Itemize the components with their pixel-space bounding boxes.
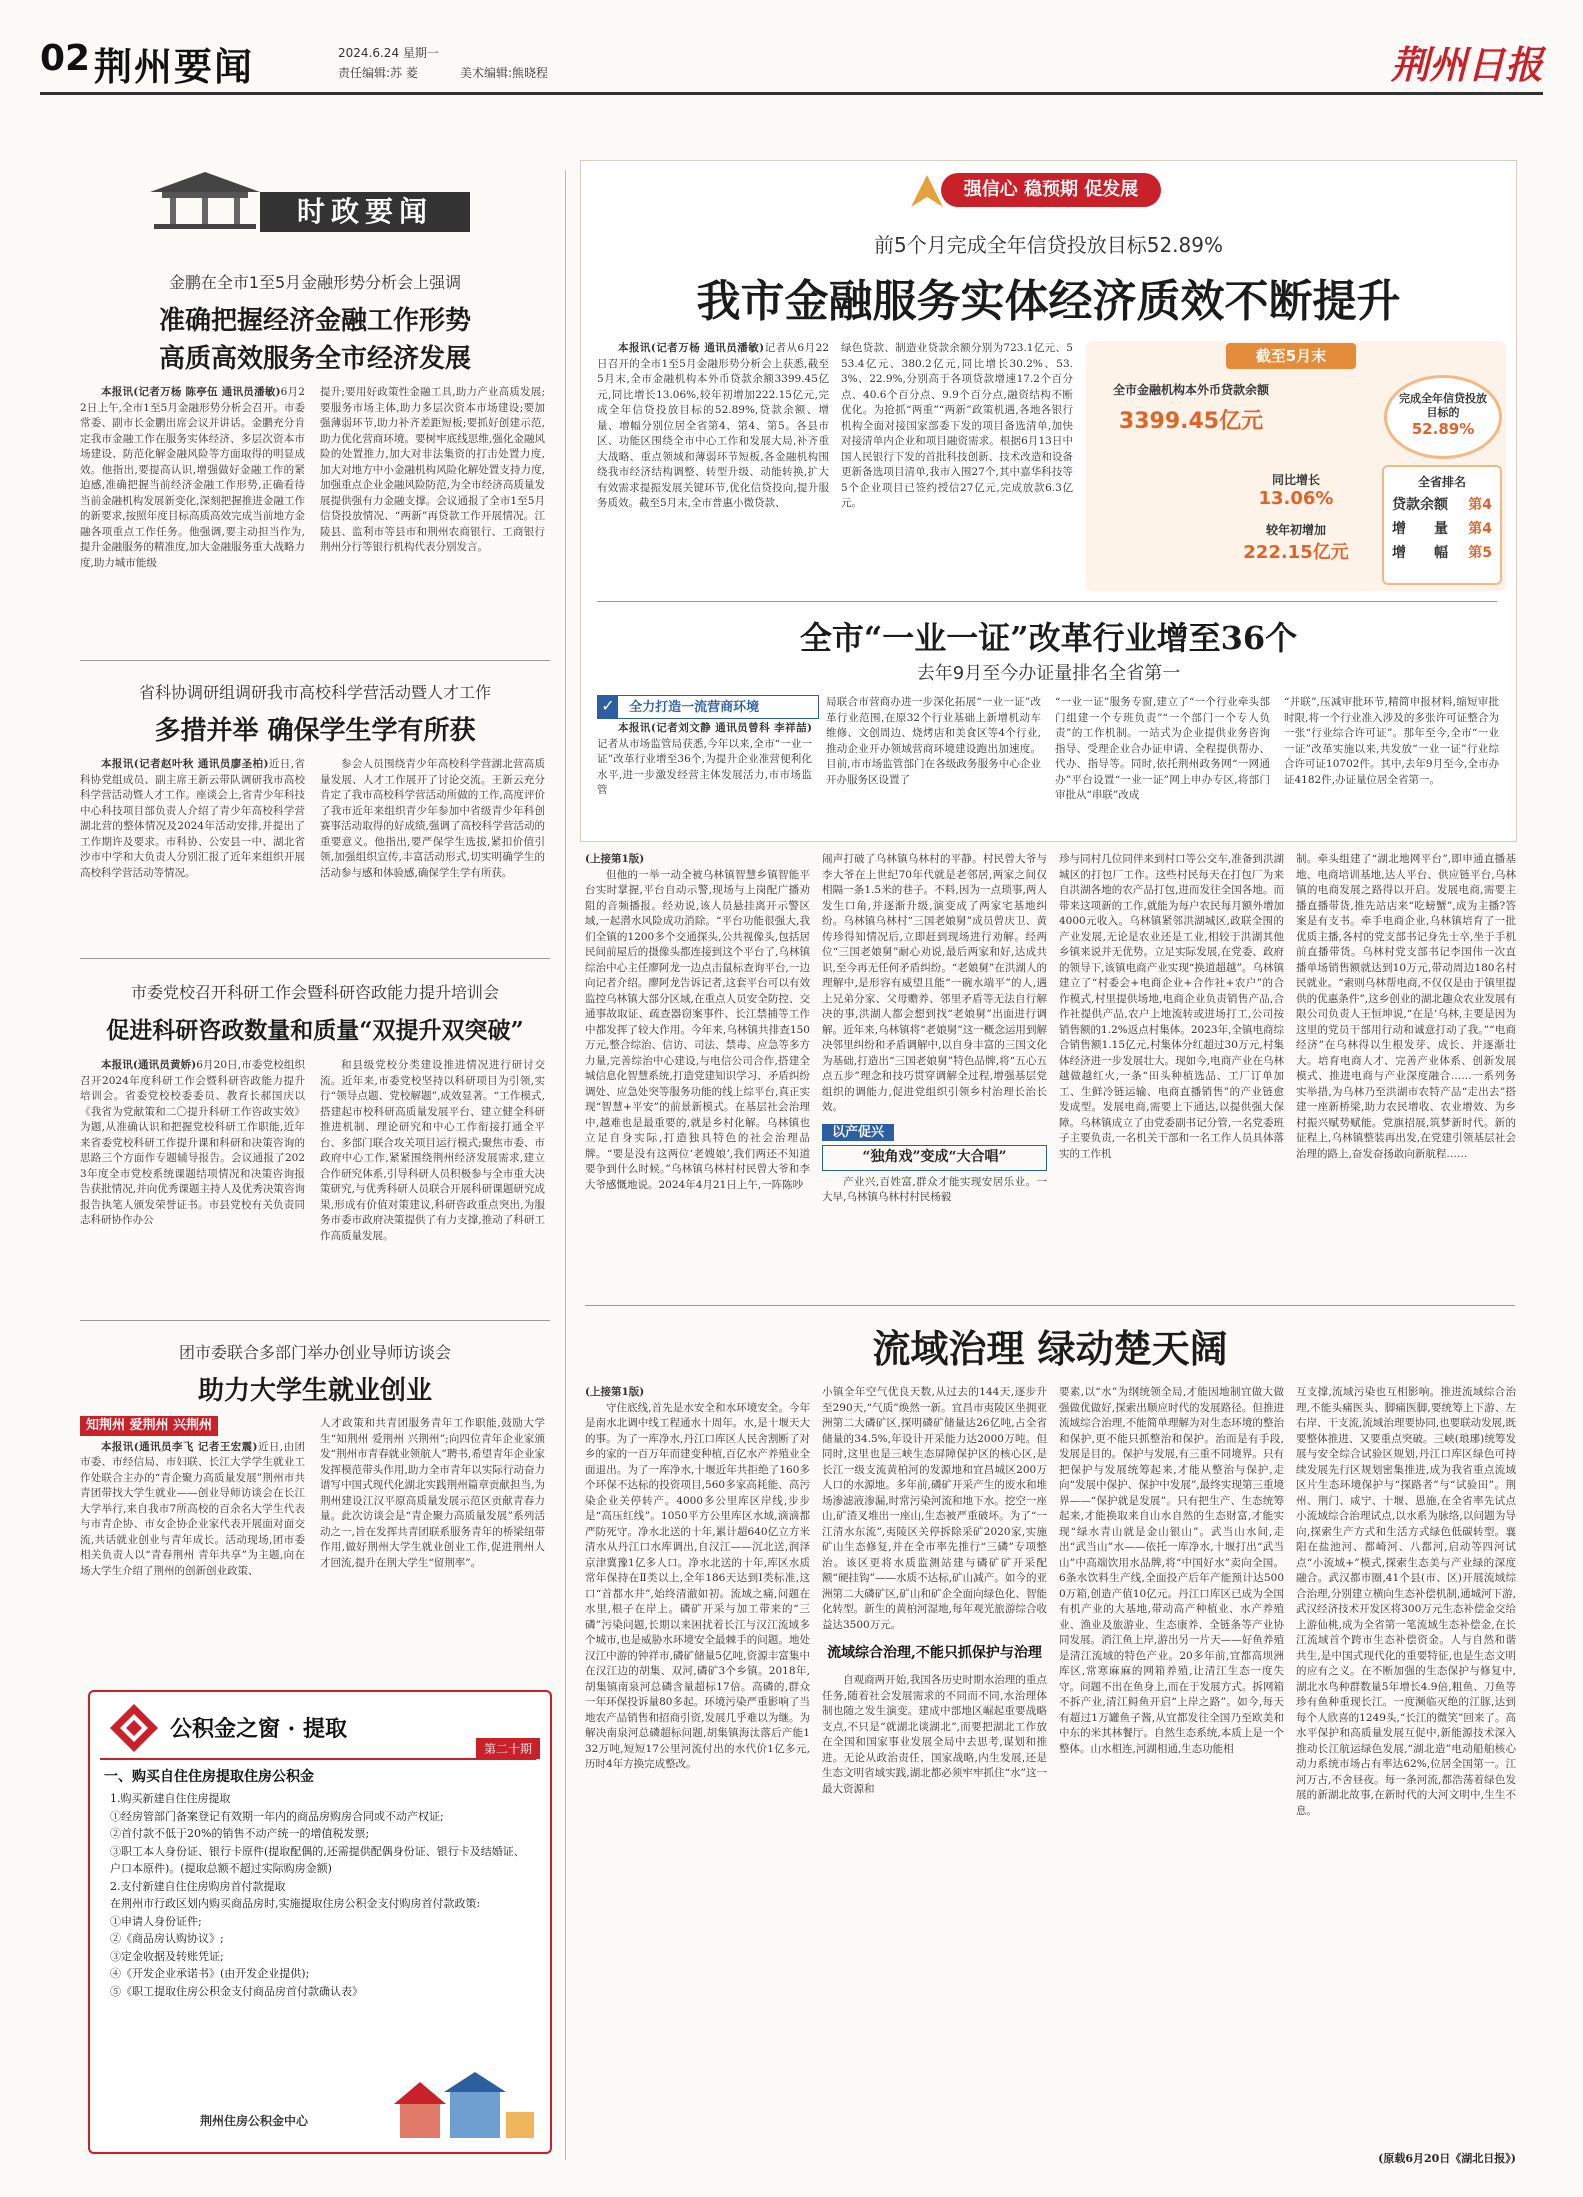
feature2-title: 全市“一业一证”改革行业增至36个 bbox=[799, 619, 1298, 657]
responsible-editor: 责任编辑:苏 菱 bbox=[338, 66, 418, 80]
fund-footer: 荆州住房公积金中心 bbox=[200, 2114, 309, 2128]
byline: 本报讯(通讯员黄娇) bbox=[101, 1059, 197, 1071]
banner-arrow-icon bbox=[907, 171, 947, 211]
rank-row: 增 量 第4 bbox=[1392, 521, 1492, 537]
rank-title: 全省排名 bbox=[1417, 475, 1466, 489]
article-title-line2: 高质高效服务全市经济发展 bbox=[158, 344, 471, 374]
article-body: 和县级党校分类建设推进情况进行研讨交流。近年来,市委党校坚持以科研项目为引领,实行“领导点题、党校解题”,成效显著。“工作模式,搭建起市校科研高质量发展平台、建立健全科研推进机制、理论研究和中心工作衔接打通全平台、多部门联合攻关项目运行模式;聚焦市委、市政府中心工作,紧紧围绕荆州经济发展需求,建立合作研究体系,引导科研人员积极参与全市重大决策研究,与优秀科研人员联合开展科研课题研究成果,形成有价值对策建议,科研咨政重点突出,为服务市委市政府决策提供了有力支撑,推动了科研工作高质量发展。 bbox=[320, 1059, 545, 1242]
article-kicker: 金鹏在全市1至5月金融形势分析会上强调 bbox=[168, 273, 462, 292]
article-body: 参会人员围绕青少年高校科学营湖北营高质量发展、人才工作展开了讨论交流。王新云充分肯定了我市高校科学营活动所做的工作,高度评价了我市近年来组织青少年参加中省级青少年科创赛事活动取得的好成绩,强调了高校科学营活动的重要意义。他指出,要严保学生选拔,紧扣价值引领,加强组织宣传,丰富活动形式,切实明确学生的活动参与感和体验感,确保学生学有所获。 bbox=[320, 758, 545, 879]
article-body: 提升;要用好政策性金融工具,助力产业高质发展;要服务市场主体,助力多层次资本市场建设;要加强薄弱环节,助力补齐差距短板;要抓好创建示范,助力优化营商环境。要树牢底线思维,强化金融风险的处置推力,加大对非法集资的打击处置力度,加大对地方中小金融机构风险化解处置支持力度,加强重点企业金融风险防范,为全市经济高质量发展提供强有力金融支撑。会议通报了全市1至5月信贷投放情况、“两新”再贷款工作开展情况。江陵县、监利市等县市和荆州农商银行、工商银行荆州分行等银行机构代表分别发言。 bbox=[320, 386, 545, 553]
article-kicker: 省科协调研组调研我市高校科学营活动暨人才工作 bbox=[138, 683, 491, 702]
target-value: 52.89% bbox=[1411, 420, 1475, 438]
article-kicker: 市委党校召开科研工作会暨科研咨政能力提升培训会 bbox=[130, 983, 499, 1002]
article-title: 多措并举 确保学生学有所获 bbox=[154, 716, 476, 746]
feature-subtitle: 前5个月完成全年信贷投放目标52.89% bbox=[874, 233, 1223, 257]
article-body: 本报讯(记者刘文静 通讯员曾科 李祥喆)记者从市场监管局获悉,今年以来,全市“一业一证”改革行业增至36个,为提升企业准营便利化水平,进一步激发经营主体发展活力,市市场监管 bbox=[597, 722, 812, 796]
list-item: ③定金收据及转账凭证; bbox=[110, 1949, 224, 1963]
masthead bbox=[40, 30, 1543, 98]
column-label bbox=[140, 170, 480, 240]
balance-value: 3399.45亿元 bbox=[1118, 409, 1264, 434]
fund-box-title: 公积金之窗 · 提取 bbox=[170, 1716, 347, 1742]
feature-title: 我市金融服务实体经济质效不断提升 bbox=[696, 276, 1401, 327]
growth-block bbox=[1236, 471, 1356, 509]
article-body: 珍与同村几位同伴来到村口等公交车,准备到洪湖城区的打包厂工作。这些村民每天在打包厂为来自洪湖各地的农产品打包,进而发往全国各地。而带来这项新的工作,就能为每户农民每月额外增加4000元收入。乌林镇紧邻洪湖城区,政联全围的产业发展,无论是农业还是工业,相较于洪湖其他乡镇来说并无优势。立足实际发展,在党委、政府的领导下,该镇电商产业实现“换道超越”。乌林镇建立了“村委会+电商企业+合作社+农户”的合作模式,村里提供场地,电商企业负责销售产品,合作社提供产品,农户上地流转或进场打工,公司按销售额的1.2%返点村集体。2023年,全镇电商综合销售额1.15亿元,村集体分红超过30万元,村集体经济进一步发展壮大。现如今,电商产业在乌林越做越红火,一条“田头种植选品、工厂订单加工、生鲜冷链运输、电商直播销售”的产业链愈发成型。发展电商,需要上下通达,以提供强大保障。乌林镇成立了由党委副书记分管,一名党委班子主要负责,一名机关干部和一名工作人员具体落实的工作机 bbox=[1059, 853, 1284, 1160]
increase-value: 222.15亿元 bbox=[1243, 542, 1349, 563]
article-body: 人才政策和共青团服务青年工作职能,鼓励大学生“知荆州 爱荆州 兴荆州”;向四位青年企业家颁发“荆州市青春就业领航人”聘书,希望青年企业家发挥模范带头作用,助力全市青年以实际行动奋力谱写中国式现代化湖北实践荆州篇章贡献担当,为荆州建设江汉平原高质量发展示范区贡献青春力量。此次访谈会是“青企聚力高质量发展”系列活动之一,旨在发挥共青团联系服务青年的桥梁纽带作用,做好荆州大学生就业创业工作,促进荆州人才回流,提升在荆大学生“留荆率”。 bbox=[320, 1417, 545, 1569]
page-number: 02 bbox=[40, 38, 91, 79]
paper-logo: 荆州日报 bbox=[1390, 42, 1543, 87]
fund-section-title: 一、购买自住住房提取住房公积金 bbox=[104, 1769, 314, 1785]
divider bbox=[597, 601, 1497, 602]
column-label-box: 时政要闻 bbox=[260, 192, 470, 232]
sub-heading: 流域综合治理,不能只抓保护与治理 bbox=[827, 1645, 1042, 1661]
article-body: 制。牵头组建了“湖北地网平台”,即申通直播基地、电商培训基地,达人平台、供应链平台,乌林镇的电商发展之路得以开启。发展电商,需要主播直播带货,推先站店来“吃螃蟹”,成为主播?答案是有支书。牵手电商企业,乌林镇培育了一批优质主播,各村的党支部书记身先士卒,坐于手机前直播带货。乌林村党支部书记李国伟一次直播单场销售额就达到10万元,带动周边180名村民就业。“索则乌林帮电商,不仅仅是由于镇里提供的优惠条件”,这乡创业的湖北趣众农业发展有限公司负责人王恒坤说,“在是‘乌林,主要是因为这里的党员干部用行动和诚意打动了我。”“电商经济”在乌林得以生根发芽、成长、并逐渐壮大。培育电商人才、完善产业体系、创新发展模式、推进电商与产业深度融合……一系列务实举措,为乌林乃至洪湖市农特产品“走出去”搭建一座新桥梁,助力农民增收、农业增效、为乡村振兴赋势赋能。党旗招展,筑梦新时代。新的征程上,乌林镇整装再出发,在党建引领基层社会治理的路上,奋发奋扬敢向新航程…… bbox=[1296, 853, 1516, 1160]
target-label: 完成全年信贷投放目标的 bbox=[1399, 392, 1487, 419]
fund-issue-badge: 第二十期 bbox=[476, 1738, 540, 1759]
list-item: 2.支付新建自住住房购房首付款提取 bbox=[110, 1879, 286, 1893]
article-body: 绿色贷款、制造业贷款余额分别为723.1亿元、553.4亿元、380.2亿元,同比增长30.2%、53.3%、22.9%,分别高于各项贷款增速17.2个百分点、40.6个百分点、9.9个百分点,融资结构不断优化。为抢抓“两重”“两新”政策机遇,各地各银行机构全面对接国家部委下发的项目备选清单,加快对接清单内企业和项目融资需求。根据6月13日中国人民银行下发的首批科技创新、技术改造和设备更新备选项目清单,我市入围27个,其中嘉华科技等5个企业项目已签约授信27亿元,完成放款6.3亿元。 bbox=[841, 342, 1073, 509]
article-body: 本报讯(记者万杨 陈亭伍 通讯员潘敏)6月22日上午,全市1至5月金融形势分析会召开。市委常委、副市长金鹏出席会议并讲话。金鹏充分肯定我市金融工作在服务实体经济、多层次资本市场建设、防范化解金融风险等方面取得的明显成效。他指出,要提高认识,增强做好金融工作的紧迫感,准确把握当前经济金融工作形势,正确看待当前金融机构发展新变化,深刻把握推进金融工作的新要求,按照年度目标高质高效完成当前地方金融各项重点工作任务。他强调,要主动担当作为,提升金融服务的精准度,加大金融服务重大战略力度,助力城市能级 bbox=[80, 386, 305, 569]
article-body: “并联”,压减审批环节,精简申报材料,缩短审批时限,将一个行业准入涉及的多张许可证整合为一张“行业综合许可证”。那年至今,全市“一业一证”改革实施以来,共发放“一业一证”行业综合许可证10702件。其中,去年9月至今,全市办证4182件,办证量位居全省第一。 bbox=[1284, 696, 1499, 786]
growth-value: 13.06% bbox=[1258, 488, 1334, 509]
section-name: 荆州要闻 bbox=[94, 44, 255, 89]
target-circle bbox=[1384, 375, 1502, 459]
list-item: 在荆州市行政区划内购买商品房时,实施提取住房公积金支付购房首付款政策: bbox=[110, 1897, 481, 1910]
balance-label: 全市金融机构本外币贷款余额 bbox=[1112, 383, 1269, 397]
section-tag: 以产促兴 bbox=[822, 1124, 894, 1142]
continued-label: (上接第1版) bbox=[585, 1386, 645, 1398]
feature2-tag: ✓ 全力打造一流营商环境 bbox=[597, 695, 819, 719]
article-body: 本报讯(记者赵叶秋 通讯员廖圣柏)近日,省科协党组成员、副主席王新云带队调研我市高校科学营活动暨人才工作。座谈会上,省青少年科技中心科技项目部负责人介绍了青少年高校科学营湖北营的整体情况及2024年活动安排,并提出了工作期许及要求。市科协、公安县一中、湖北省沙市中学和大负责人分别汇报了近年来组织开展高校科学营活动等情况。 bbox=[80, 758, 305, 879]
increase-label: 较年初增加 bbox=[1265, 523, 1326, 537]
divider bbox=[80, 958, 550, 959]
list-item: 1.购买新建自住住房提取 bbox=[110, 1792, 231, 1805]
list-item: ⑤《职工提取住房公积金支付商品房首付款确认表》 bbox=[110, 1984, 363, 1998]
rank-row: 增 幅 第5 bbox=[1392, 545, 1492, 561]
fund-red-bar bbox=[100, 1758, 536, 1760]
credit-infographic bbox=[1086, 341, 1506, 591]
feature-banner: 强信心 稳预期 促发展 bbox=[941, 173, 1161, 207]
growth-label: 同比增长 bbox=[1271, 473, 1320, 487]
section-quote: “独角戏”变成“大合唱” bbox=[822, 1145, 1047, 1171]
byline: 本报讯(记者赵叶秋 通讯员廖圣柏) bbox=[101, 758, 269, 770]
column-divider bbox=[565, 170, 566, 2160]
article-title: 促进科研咨政数量和质量“双提升双突破” bbox=[106, 1017, 524, 1044]
article-body: 知荆州 爱荆州 兴荆州 本报讯(通讯员李飞 记者王宏震)近日,由团市委、市经信局、市妇联、长江大学学生就业工作处联合主办的“青企聚力高质量发展”荆州市共青团带找大学生就业——创业导师访谈会在长江大学举行,来自我市7所高校的百余名大学生代表与市青企协、市女企协企业家代表开展面对面交流,共话就业创业与青年成长。活动现场,团市委相关负责人以“青春荆州 青年共享”为主题,向在场大学生介绍了荆州的创新创业政策、 bbox=[80, 1418, 305, 1577]
rank-card bbox=[1382, 465, 1502, 585]
source-note: (原载6月20日《湖北日报》) bbox=[1378, 2152, 1516, 2165]
divider bbox=[80, 660, 550, 661]
infographic-header: 截至5月末 bbox=[1226, 343, 1356, 369]
article-body: (上接第1版) 但他的一举一动全被乌林镇智慧乡镇智能平台实时掌握,平台自动示警,现场与上岗配广播劝阻的音频播报。经劝说,该人员悬挂离开示警区域,一起潜水风险成功消除。“平台功能很强大,我们全镇的1200多个交通探头,公共视像头,包括居民间前屋后的摄像头都连接到这个平台了,乌林镇综治中心主任廖阿龙一边点击鼠标查询平台,一边向记者介绍。廖阿龙告诉记者,这套平台可以有效监控乌林镇大部分区域,在重点人员安全防控、交通事故取证、疏查器窃案事件、长江禁捕等工作中都发挥了较大作用。今年来,乌林镇共排查150万元,整合综治、信访、司法、禁毒、应急等多方力量,完善综治中心建设,与电信公司合作,搭建全城信息化智慧系统,打造党建知识学习、矛盾纠纷调处、应急处突等服务功能的线上综平台,真正实现“智慧+平安”的前景新模式。在基层社会治理中,越难也是最重要的,就是乡村化解。乌林镇也立足自身实际,打造独具特色的社会治理品牌。“要是没有这两位‘老嫂娘’,我们两还不知道要争到什么时候。”乌林镇乌林村村民曾大爷和李大爷感慨地说。2024年4月21日上午,一阵陈吵 bbox=[585, 853, 810, 1191]
byline: 本报讯(记者万杨 通讯员潘敏) bbox=[618, 342, 765, 354]
divider bbox=[585, 1305, 1515, 1306]
feature3-title: 流域治理 绿动楚天阔 bbox=[872, 1326, 1228, 1371]
article-kicker: 团市委联合多部门举办创业导师访谈会 bbox=[178, 1343, 451, 1362]
campaign-tag: 知荆州 爱荆州 兴荆州 bbox=[80, 1416, 218, 1436]
divider bbox=[80, 1320, 550, 1321]
list-item: ③职工本人身份证、银行卡原件(提取配偶的,还需提供配偶身份证、银行卡及结婚证、户口本原件)。(提取总额不超过实际购房金额) bbox=[110, 1844, 525, 1875]
pavilion-icon bbox=[140, 170, 270, 230]
article-title: 准确把握经济金融工作形势 bbox=[158, 306, 471, 336]
article-body: 本报讯(通讯员黄娇)6月20日,市委党校组织召开2024年度科研工作会暨科研咨政能力提升培训会。省委党校校委委员、教育长郝国庆以《我省为党献策和二〇提升科研工作咨政实效》为题,从准确认识和把握党校科研工作职能,近年来省委党校科研工作提升课和科研和决策咨询的思路三个方面作专题辅导报告。会议通报了2023年度全市党校系统课题结项情况和决策咨询报告获批情况,并向优秀课题主持人及优秀决策咨询报告执笔人颁发荣誉证书。市县党校有关负责同志科研协作办公 bbox=[80, 1059, 305, 1226]
article-title: 助力大学生就业创业 bbox=[197, 1376, 432, 1406]
list-item: ②首付款不低于20%的销售不动产统一的增值税发票; bbox=[110, 1827, 370, 1840]
article-body: 闹声打破了乌林镇乌林村的平静。村民曾大爷与李大爷在上世纪70年代就是老邻居,两家之间仅相隔一条1.5米的巷子。不料,因为一点琐事,两人发生口角,并逐渐升级,演变成了两家宅基地纠纷。乌林镇乌林村“三国老娘舅”成员曾庆卫、黄传珍得知情况后,立即赶到现场进行劝解。经两位“三国老娘舅”耐心劝说,最后两家和好,达成共识,至今再无任何矛盾纠纷。“老娘舅”在洪湖人的理解中,是形容有威望且能“一碗水端平”的人,遇上兄弟分家、父母赡养、邻里矛盾等无法自行解决的事,洪湖人都会想到找“老娘舅”出面进行调解。近年来,乌林镇将“老娘舅”这一概念运用到解决邻里纠纷和矛盾调解中,以自身丰富的三国文化为基础,打造出“三国老娘舅”特色品牌,将“五心五点五步”理念和技巧贯穿调解全过程,增强基层党组织的调能力,促进党组织引领乡村治理长治长效。 以产促兴 “独角戏”变成“大合唱” 产业兴,百姓富,群众才能实现安居乐业。一大早,乌林镇乌林村村民杨毅 bbox=[822, 853, 1047, 1203]
list-item: ④《开发企业承诺书》(由开发企业提供); bbox=[110, 1967, 310, 1980]
masthead-rule bbox=[40, 92, 1543, 95]
byline: 本报讯(记者刘文静 通讯员曾科 李祥喆) bbox=[618, 722, 812, 734]
article-body: 本报讯(记者万杨 通讯员潘敏)记者从6月22日召开的全市1至5月金融形势分析会上获悉,截至5月末,全市金融机构本外币贷款余额3399.45亿元,同比增长13.06%,较年初增加222.15亿元,完成全年信贷投放目标的52.89%,贷款余额、增量、增幅分别位居全省第4、第4、第5。各县市区、功能区围绕全市中心工作和发展大局,补齐重大战略、重点领域和薄弱环节短板,各金融机构围绕我市经济结构调整、转型升级、动能转换,扩大有效需求提振发展关键环节,优化信贷投向,提升服务质效。截至5月末,全市普惠小微贷款、 bbox=[597, 342, 829, 509]
list-item: ①经房管部门备案登记有效期一年内的商品房购房合同或不动产权证; bbox=[110, 1809, 444, 1823]
fund-item-list bbox=[110, 1790, 530, 2000]
byline: 本报讯(通讯员李飞 记者王宏震) bbox=[101, 1440, 258, 1453]
rank-row: 贷款余额 第4 bbox=[1392, 497, 1492, 513]
list-item: ②《商品房认购协议》; bbox=[110, 1932, 224, 1945]
art-editor: 美术编辑:熊晓程 bbox=[460, 66, 549, 80]
housing-fund-box bbox=[88, 1690, 552, 2154]
article-body: “一业一证”服务专窗,建立了“一个行业牵头部门组建一个专班负责”“一个部门一个专人负责”的工作机制。一站式为企业提供业务咨询指导、受理企业合办证申请、全程提供帮办、代办、指导等。同时,依托荆州政务网“一网通办”平台设置“一业一证”网上申办专区,将部门审批从“串联”改成 bbox=[1055, 696, 1270, 801]
feature-box bbox=[580, 160, 1517, 842]
balance-circle bbox=[1106, 381, 1276, 481]
fund-logo-icon bbox=[108, 1702, 160, 1754]
byline: 本报讯(记者万杨 陈亭伍 通讯员潘敏) bbox=[101, 386, 281, 398]
increase-block bbox=[1236, 521, 1356, 564]
article-body: 互支撑,流域污染也互相影响。推进流域综合治理,不能头痛医头、脚痛医脚,要统筹上下游、左右岸、干支流,流域治理要协同,也要联动发展,既要整体推进、又要重点突破。三峡(琅琊)统筹发展与安全综合试验区规划,丹江口库区绿色可持续发展先行区规划密集推进,成为我省重点流域区片生态环境保护与“探路者”与“试验田”。荆州、荆门、咸宁、十堰、恩施,在全省率先试点小流域综合治理试点,以水系为脉络,以问题为导向,探索生产方式和生活方式绿色低碳转型。襄阳在盐池河、都崎河、八都河,启动等四河试点“小流域+”模式,探索生态美与产业绿的深度融合。武汉都市圈,41个县(市、区)开展流域综合治理,分别建立横向生态补偿机制,通城河下游,武汉经济技术开发区将300万元生态补偿金交给上游仙桃,成为全省第一笔流域生态补偿金,在长江流域首个跨市生态补偿资金。人与自然和谐共生,是中国式现代化的重要特征,也是生态文明的应有之义。在不断加强的生态保护与修复中,湖北水鸟种群数量5年增长4.9倍,粗鱼、刀鱼等珍有鱼种重现长江。一度濒临灭绝的江豚,达到每个人欣喜的1249头,“长江的微笑”回来了。高水平保护和高质量发展互促中,新能源技术深入推动长江航运绿色发展,“湖北造”电动船舶核心动力系统市场占有率达62%,位居全国第一。江河万古,不舍昼夜。每一条河流,都浩荡着绿色发展的新湖北故事,在新时代的大河文明中,生生不息。 bbox=[1296, 1386, 1516, 1817]
house-icon bbox=[380, 2072, 540, 2142]
feature2-subtitle: 去年9月至今办证量排名全省第一 bbox=[916, 663, 1181, 684]
article-body: (上接第1版) 守住底线,首先是水安全和水环境安全。今年是南水北调中线工程通水十周年。水,是十堰天大的事。为了一库净水,丹江口库区人民舍割断了对乡的家的一百万年而建变种植,百亿水产养殖业全面退出。为了一库净水,十堰近年共拒绝了160多个环保不达标的投资项目,560多家高耗能、高污染企业关停转产。4000多公里库区岸线,步步是“高压红线”。1050平方公里库区水域,滴滴都严防死守。净水北送的十年,累计超640亿立方米清水从丹江口水库调出,自汉江——沉北送,润泽京津冀豫1亿多人口。净水北送的十年,库区水质常年保持在Ⅱ类以上,全年186天达到Ⅰ类标准,这口“首都水井”,始终清澈如初。流域之痛,问题在水里,根子在岸上。磷矿开采与加工带来的“三磷”污染问题,长期以来困扰着长江与汉江流域多个城市,也是威胁水环境安全最棘手的问题。地处汉江中游的钟祥市,磷矿储量5亿吨,资源丰富集中在汉江边的胡集、双河,磷矿3个乡镇。2018年,胡集镇南泉河总磷含量超标17倍。高磷的,群众一年环保投诉量80多起。环境污染严重影响了当地农产品销售和招商引资,发展几乎难以为继。为解决南泉河总磷超标问题,胡集镇海汰落后产能132万吨,短短17公里河流付出的水代价1亿多元,历时4年方换完成整改。 bbox=[585, 1386, 810, 1770]
list-item: ①申请人身份证件; bbox=[110, 1914, 202, 1928]
article-body: 小镇全年空气优良天数,从过去的144天,逐步升至290天,“气质”焕然一新。宜昌市夷陵区坐拥亚洲第二大磷矿区,探明磷矿储量达26亿吨,占全省储量的34.5%,年设计开采能力达2000万吨。但同时,这里也是三峡生态屏障保护区的核心区,是长江一级支流黄柏河的发源地和宜昌城区200万人口的水源地。多年前,磷矿开采产生的废水和堆场渗滤液渗漏,时常污染河流和地下水。挖空一座山,矿渣叉堆出一座山,生态被严重破坏。为了“一江清水东流”,夷陵区关停拆除采矿2020家,实施矿山生态修复,并在全市率先推行“三磷”专项整治。该区更将水质监测站建与磷矿矿开采配额“硬挂钩”——水质不达标,矿山减产。如今的亚洲第二大磷矿区,矿山和矿企全面向绿色化、智能化转型。新生的黄柏河湿地,每年观光旅游综合收益达3500万元。 流域综合治理,不能只抓保护与治理 自观商两开始,我国各历史时期水治理的重点任务,随着社会发展需求的不同而不同,水治理体制也随之发生演变。建成中部地区崛起重要战略支点,不只是“就湖北谈湖北”,而要把湖北工作放在全国和国家事业发展全局中去思考,谋划和推进。无论从政治责任、国家战略,内生发展,还是生态文明省域实践,湖北都必须牢牢抓住“水”这一最大资源和 bbox=[822, 1386, 1047, 1795]
tag-icon: ✓ bbox=[598, 696, 618, 718]
article-body: 要素,以“水”为纲统领全局,才能因地制宜做大做强做优做好,探索出顺应时代的发展路径。但推进流域综合治理,不能简单理解为对生态环境的整治和保护,更不能只抓整治和保护。治而是有手段,发展是目的。保护与发展,有三重不同境界。只有把保护与发展统筹起来,才能从整治与保护,走向“发展中保护、保护中发展”,最终实现第三重境界——“保护就是发展”。只有把生产、生态统筹起来,才能换取来自山水自然的生态财富,才能实现“绿水青山就是金山银山”。武当山水间,走出“武当山”水——依托一库净水,十堰打出“武当山”中高端饮用水品牌,将“中国好水”卖向全国。6条水饮料生产线,全面投产后年产能预计达5000万箱,创造产值10亿元。丹江口库区已成为全国有机产业的大基地,带动高产种植业、水产养殖业、渔业及旅游业、生态康养、全链条等产业协同发展。消江鱼上岸,游出另一片天——好鱼养殖是清江流域的特色产业。20多年前,宜都高坝洲库区,常寒麻麻的网箱养殖,让清江生态一度失守。问题不出在鱼身上,而在于发展方式。拆网箱不拆产业,清江鲟鱼开启“上岸之路”。如今,每天有超过1万罐鱼子酱,从宜都发往全国乃至欧美和中东的米其林餐厅。自然生态系统,本质上是一个整体。山水相连,河湖相通,生态功能相 bbox=[1059, 1386, 1284, 1755]
continued-label: (上接第1版) bbox=[585, 853, 645, 865]
issue-date: 2024.6.24 星期一 bbox=[338, 46, 439, 60]
article-body: 局联合市营商办进一步深化拓展“一业一证”改革行业范围,在原32个行业基础上新增机动车维修、文创周边、烧烤店和美食区等4个行业,推动企业开办领域营商环境建设跑出加速度。目前,市市场监管部门在各级政务服务中心企业开办服务区设置了 bbox=[826, 696, 1041, 786]
